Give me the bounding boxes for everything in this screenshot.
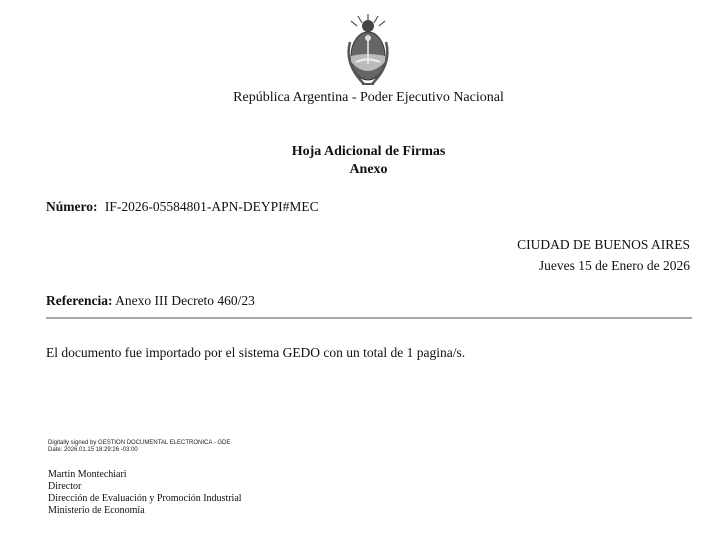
document-number [46,199,319,215]
divider [46,317,692,319]
reference [46,293,255,309]
reference-value: Anexo III Decreto 460/23 [115,293,255,308]
coat-of-arms-icon [344,12,392,90]
city: CIUDAD DE BUENOS AIRES [517,237,690,252]
reference-label: Referencia: [46,293,113,308]
number-value: IF-2026-05584801-APN-DEYPI#MEC [104,199,319,214]
document-date: Jueves 15 de Enero de 2026 [538,258,690,273]
digital-signature-date: Date: 2026.01.15 18:29:26 -03:00 [48,447,138,453]
signer-role: Director [48,481,82,492]
number-label: Número: [46,199,98,214]
digital-signature-line: Digitally signed by GESTION DOCUMENTAL ELECTRONICA - GDE [48,440,231,446]
signer-department: Dirección de Evaluación y Promoción Industrial [48,493,242,504]
signer-ministry: Ministerio de Economía [48,505,145,516]
body-text: El documento fue importado por el sistema GEDO con un total de 1 pagina/s. [46,345,466,360]
document-subtitle: Anexo [349,162,388,177]
signer-name: Martin Montechiari [48,469,127,480]
document-title: Hoja Adicional de Firmas [291,144,446,159]
institution-header: República Argentina - Poder Ejecutivo Nacional [233,90,504,105]
